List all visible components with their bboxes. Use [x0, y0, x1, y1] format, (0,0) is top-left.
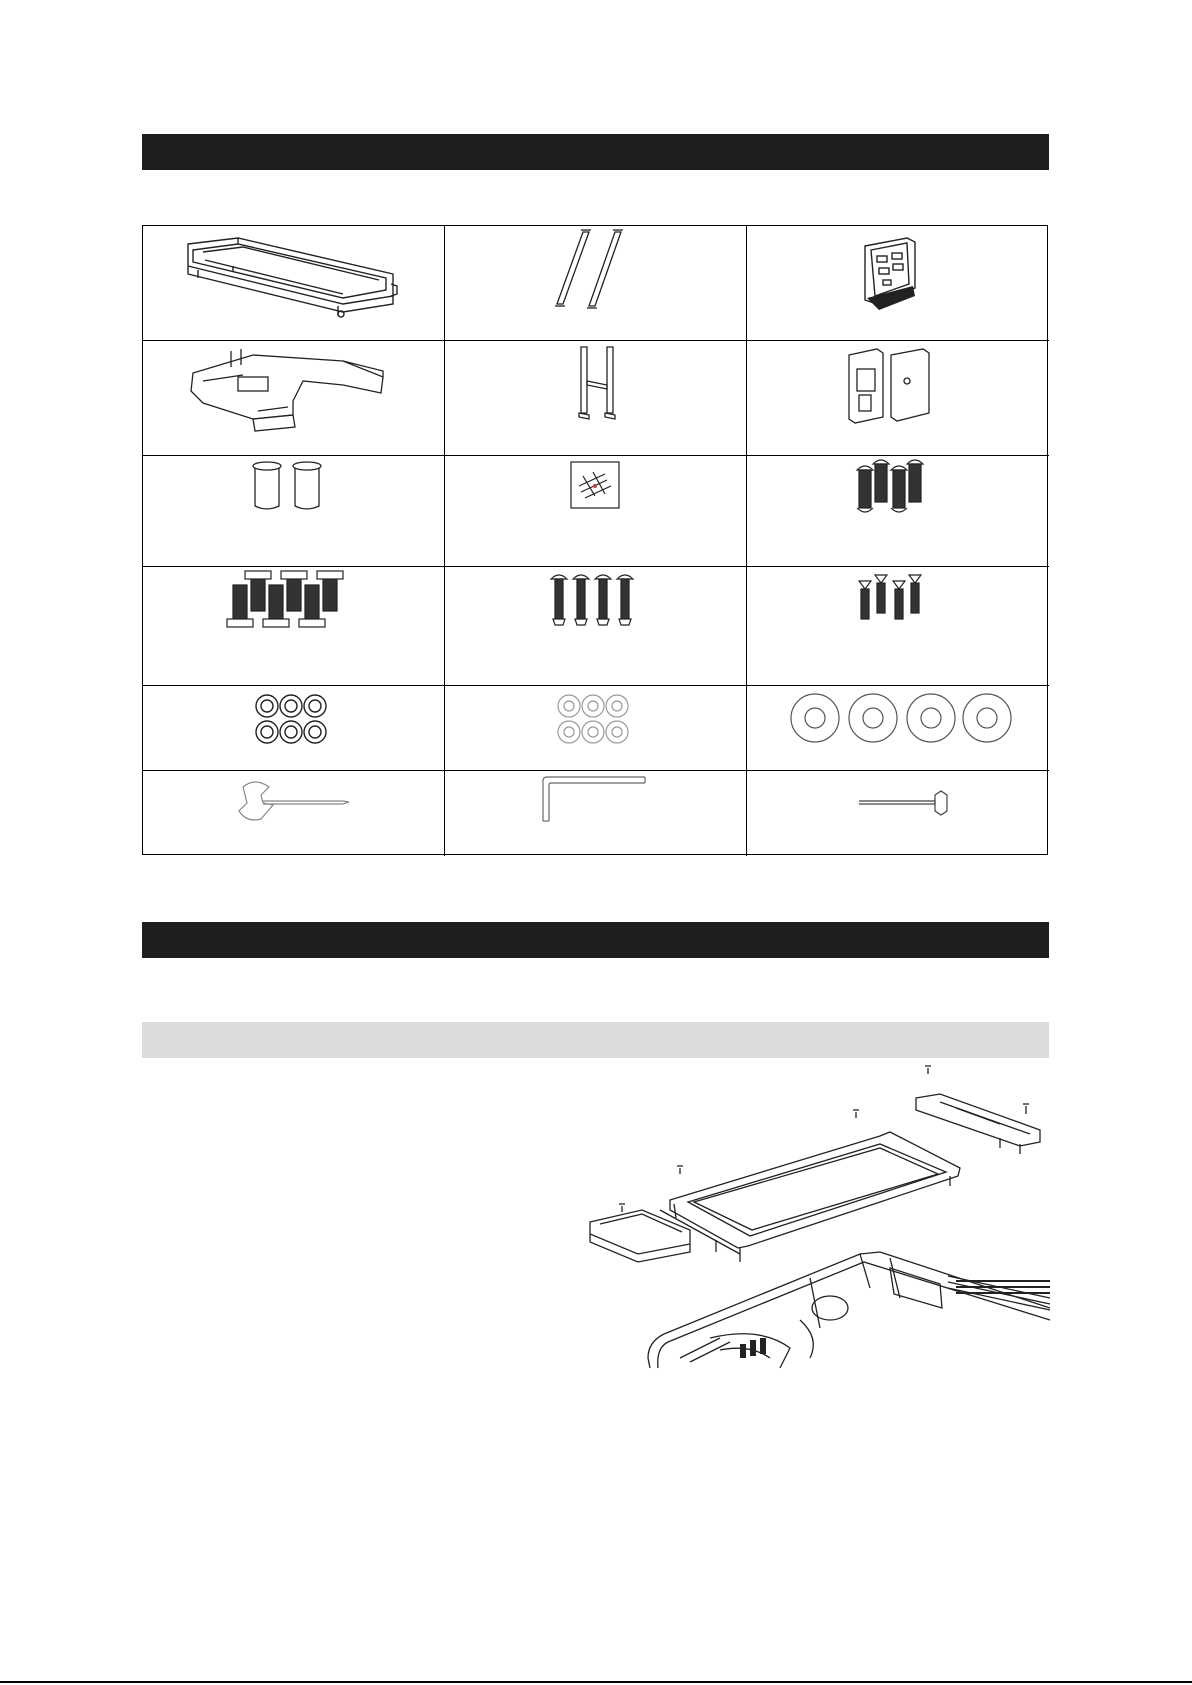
- hex-bolts-illustration: [143, 567, 445, 686]
- part-cell-countersunk-screws: [747, 567, 1049, 686]
- t-handle-key-illustration: [747, 771, 1049, 856]
- wrench-screwdriver-illustration: [143, 771, 445, 856]
- foot-caps-illustration: [143, 456, 445, 567]
- large-washers-illustration: [747, 686, 1049, 771]
- upright-frame-illustration: [445, 341, 747, 456]
- part-cell-upright-frame: [445, 341, 747, 456]
- part-cell-foot-caps: [143, 456, 445, 567]
- part-cell-small-washers: [445, 686, 747, 771]
- part-cell-nuts: [143, 686, 445, 771]
- step-header-bar: [142, 1022, 1049, 1058]
- part-cell-hardware-pack: [445, 456, 747, 567]
- part-cell-button-screws: [747, 456, 1049, 567]
- console-illustration: [747, 226, 1049, 341]
- page-bottom-rule: [0, 1681, 1192, 1683]
- part-cell-treadmill-base: [143, 226, 445, 341]
- part-cell-console-covers: [747, 341, 1049, 456]
- part-cell-console: [747, 226, 1049, 341]
- exploded-assembly-illustration: [560, 1058, 1050, 1368]
- countersunk-screws-illustration: [747, 567, 1049, 686]
- section-header-bar-assembly: [142, 922, 1049, 958]
- section-header-bar-parts: [142, 134, 1049, 170]
- part-cell-long-bolts: [445, 567, 747, 686]
- button-screws-illustration: [747, 456, 1049, 567]
- allen-key-illustration: [445, 771, 747, 856]
- console-covers-illustration: [747, 341, 1049, 456]
- small-washers-illustration: [445, 686, 747, 771]
- long-bolts-illustration: [445, 567, 747, 686]
- parts-list-table: [142, 225, 1048, 855]
- part-cell-handrail-frame: [143, 341, 445, 456]
- part-cell-allen-key: [445, 771, 747, 856]
- nuts-illustration: [143, 686, 445, 771]
- treadmill-base-illustration: [143, 226, 445, 341]
- part-cell-t-handle-key: [747, 771, 1049, 856]
- part-cell-wrench-screwdriver: [143, 771, 445, 856]
- part-cell-large-washers: [747, 686, 1049, 771]
- side-rails-illustration: [445, 226, 747, 341]
- part-cell-hex-bolts: [143, 567, 445, 686]
- part-cell-side-rails: [445, 226, 747, 341]
- handrail-frame-illustration: [143, 341, 445, 456]
- hardware-pack-illustration: [445, 456, 747, 567]
